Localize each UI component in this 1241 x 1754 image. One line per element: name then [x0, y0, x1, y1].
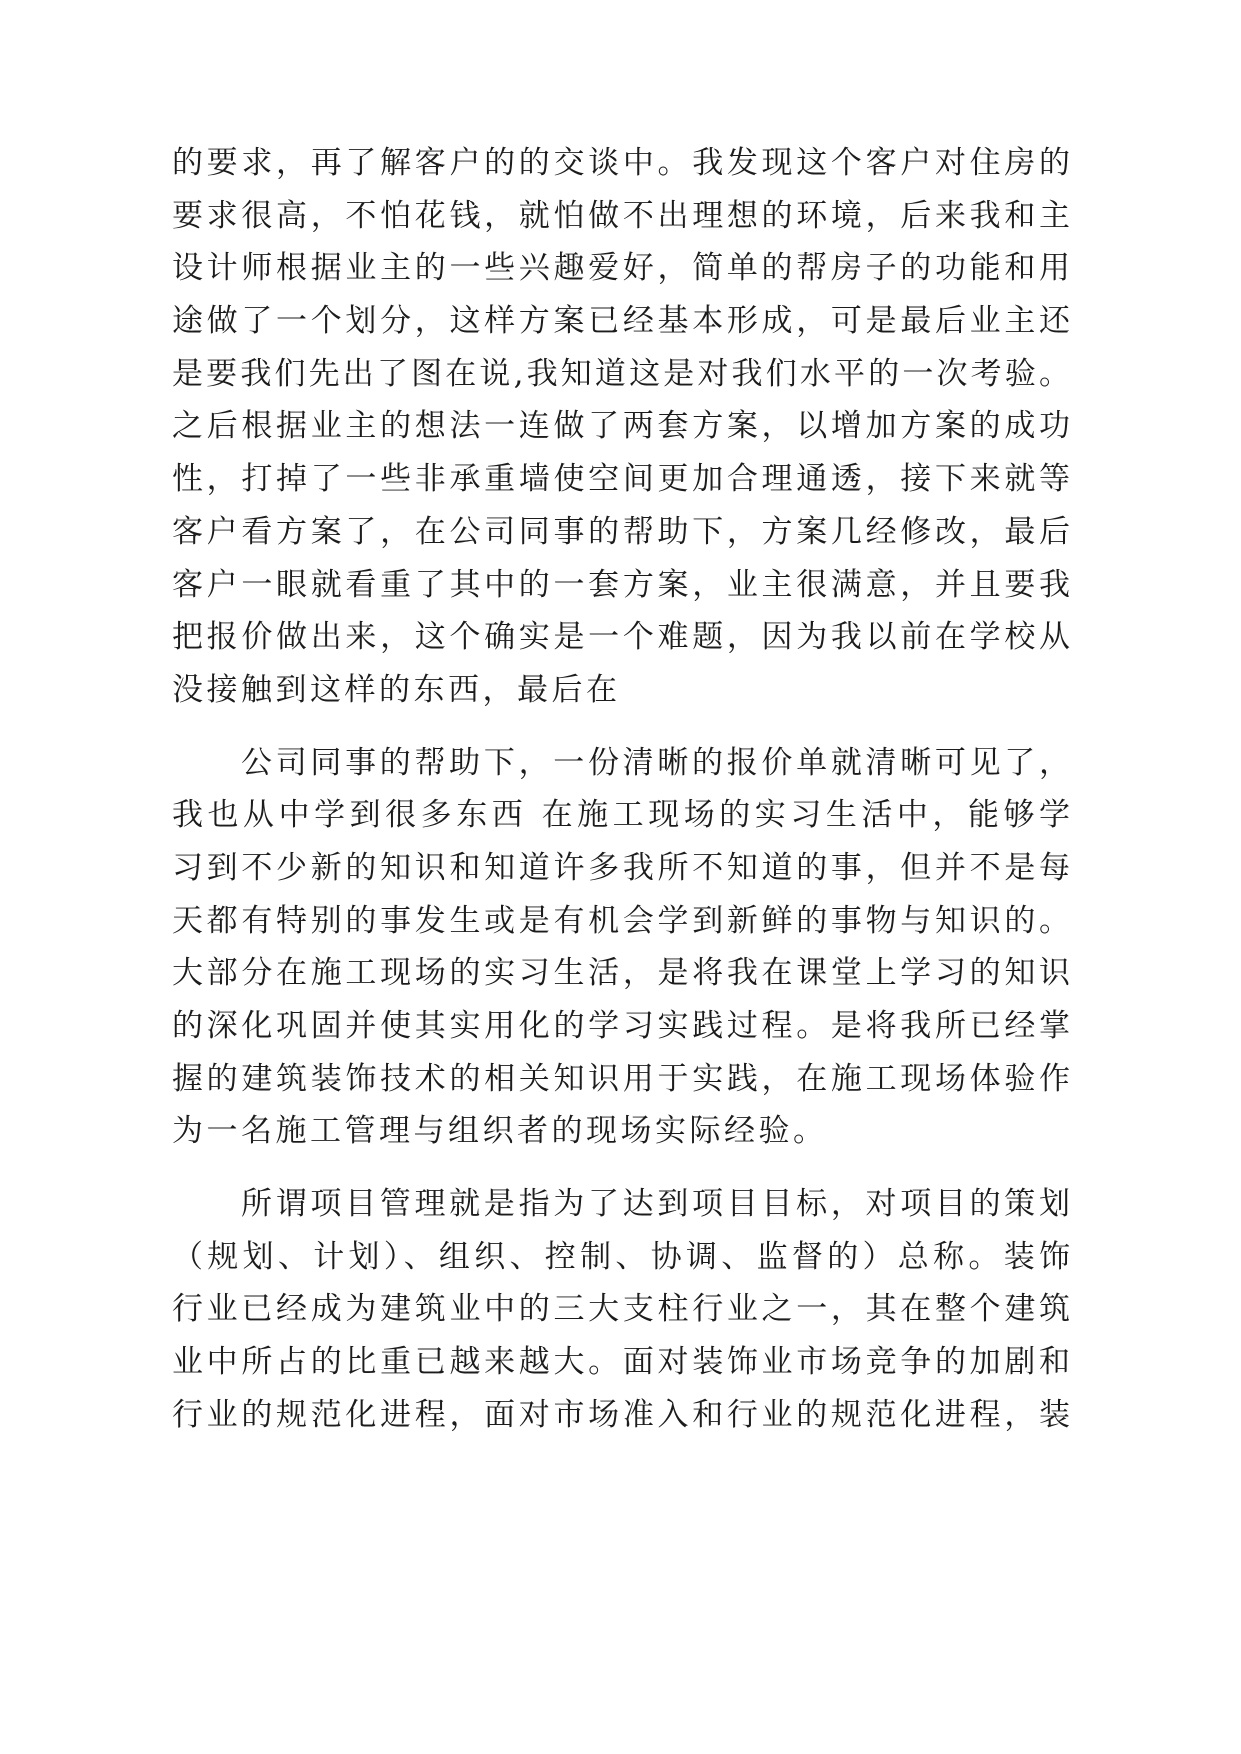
text-line: 我也从中学到很多东西 在施工现场的实习生活中，能够学: [172, 797, 1070, 834]
text-line: 天都有特别的事发生或是有机会学到新鲜的事物与知识的。: [172, 902, 1070, 939]
text-line: 客户看方案了，在公司同事的帮助下，方案几经修改，最后: [172, 513, 1070, 550]
text-line: 习到不少新的知识和知道许多我所不知道的事，但并不是每: [172, 849, 1070, 886]
text-line: 途做了一个划分，这样方案已经基本形成，可是最后业主还: [172, 303, 1070, 340]
text-line: 公司同事的帮助下，一份清晰的报价单就清晰可见了，: [241, 744, 1070, 781]
text-line: 把报价做出来，这个确实是一个难题，因为我以前在学校从: [172, 619, 1070, 656]
text-line: 的深化巩固并使其实用化的学习实践过程。是将我所已经掌: [172, 1008, 1070, 1044]
text-line: 行业的规范化进程，面对市场准入和行业的规范化进程，装: [172, 1396, 1070, 1433]
text-line: 所谓项目管理就是指为了达到项目目标，对项目的策划: [241, 1186, 1070, 1223]
text-line: 没接触到这样的东西，最后在: [172, 671, 621, 708]
text-line: 是要我们先出了图在说,我知道这是对我们水平的一次考验。: [172, 355, 1070, 392]
text-line: 行业已经成为建筑业中的三大支柱行业之一，其在整个建筑: [172, 1291, 1070, 1328]
text-line: 业中所占的比重已越来越大。面对装饰业市场竞争的加剧和: [172, 1344, 1070, 1381]
text-line: 大部分在施工现场的实习生活，是将我在课堂上学习的知识: [172, 955, 1070, 992]
text-line: 客户一眼就看重了其中的一套方案，业主很满意，并且要我: [172, 566, 1070, 603]
paragraph: [172, 137, 1070, 717]
text-line: 设计师根据业主的一些兴趣爱好，简单的帮房子的功能和用: [172, 250, 1070, 287]
text-line: 的要求，再了解客户的的交谈中。我发现这个客户对住房的: [172, 145, 1070, 181]
text-line: 之后根据业主的想法一连做了两套方案，以增加方案的成功: [172, 408, 1070, 445]
body-text: [172, 137, 1070, 1442]
paragraph: [172, 1178, 1070, 1441]
text-line: 性，打掉了一些非承重墙使空间更加合理通透，接下来就等: [172, 461, 1070, 498]
paragraph: [172, 737, 1070, 1159]
text-line: 握的建筑装饰技术的相关知识用于实践，在施工现场体验作: [172, 1060, 1070, 1097]
text-line: （规划、计划）、组织、控制、协调、监督的）总称。装饰: [172, 1238, 1070, 1275]
text-line: 为一名施工管理与组织者的现场实际经验。: [172, 1113, 828, 1150]
text-line: 要求很高，不怕花钱，就怕做不出理想的环境，后来我和主: [172, 197, 1070, 234]
